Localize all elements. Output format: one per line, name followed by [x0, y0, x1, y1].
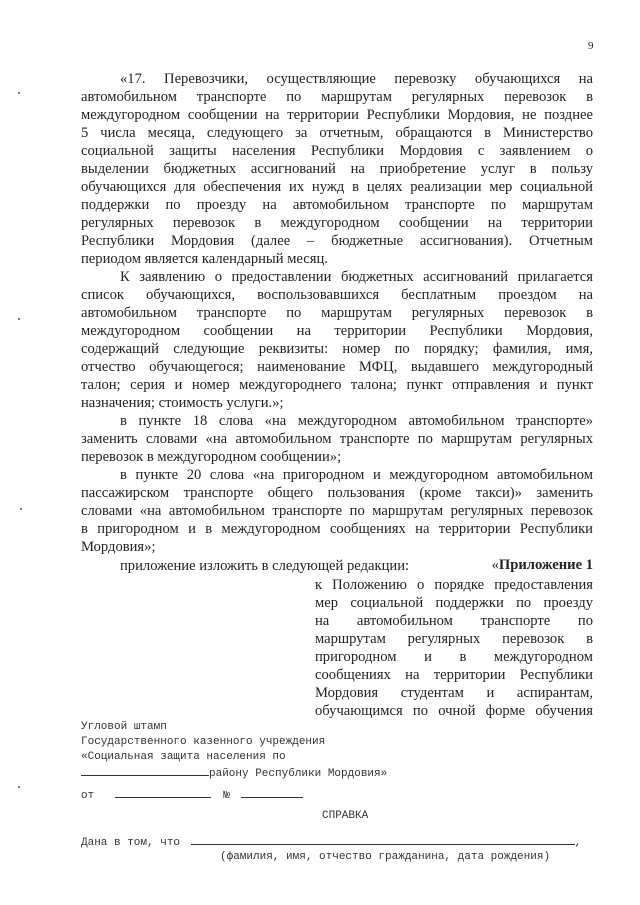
text-line: список обучающихся, воспользовавшихся бесплатным проездом на: [81, 287, 593, 303]
given-end: ,: [574, 837, 582, 849]
stamp-line: Государственного казенного учреждения: [81, 736, 326, 748]
text-line: перевозок в междугородном сообщении»;: [81, 449, 342, 465]
scan-speck: [18, 92, 20, 94]
text-line: междугородном сообщении на территории Республики Мордовия, не позднее: [81, 107, 593, 123]
text-line: поддержки по проезду на автомобильном транспорте по маршрутам: [81, 197, 593, 213]
stamp-line: Угловой штамп: [81, 721, 167, 733]
text-line: словами «на автомобильном транспорте по маршрутам регулярных перевозок: [81, 503, 593, 519]
appendix-line: к Положению о порядке предоставления: [315, 577, 593, 593]
certificate-heading: СПРАВКА: [322, 810, 369, 822]
text-line: «17. Перевозчики, осуществляющие перевозку обучающихся на: [120, 71, 593, 87]
text-line: автомобильном транспорте по маршрутам регулярных перевозок в: [81, 305, 593, 321]
scan-speck: [20, 508, 22, 510]
text-line: социальной защиты населения Республики Мордовия с заявлением о: [81, 143, 593, 159]
given-caption: (фамилия, имя, отчество гражданина, дата рождения): [220, 851, 551, 863]
appendix-title-text: Приложение 1: [498, 557, 593, 573]
text-line: пассажирском транспорте общего пользования (кроме такси)» заменить: [81, 485, 593, 501]
from-number-line: [81, 787, 303, 803]
text-line: выделении бюджетных ассигнований на приобретение услуг в пользу: [81, 161, 593, 177]
text-line: К заявлению о предоставлении бюджетных ассигнований прилагается: [120, 269, 593, 285]
text-line: в пункте 20 слова «на пригородном и междугородном автомобильном: [120, 467, 593, 483]
given-label: Дана в том, что: [81, 837, 181, 849]
text-line: содержащий следующие реквизиты: номер по порядку; фамилия, имя,: [81, 341, 593, 357]
appendix-title: [315, 556, 593, 574]
number-blank[interactable]: [241, 787, 303, 798]
text-line: заменить словами «на автомобильном транспорте по маршрутам регулярных: [81, 431, 593, 447]
appendix-line: сообщениях на территории Республики: [315, 667, 593, 683]
given-blank[interactable]: [191, 834, 575, 845]
text-line: междугородном сообщении на территории Республики Мордовия,: [81, 323, 593, 339]
appendix-title-quote: «: [491, 557, 499, 573]
district-line: [81, 765, 387, 781]
appendix-line: на автомобильном транспорте по: [315, 613, 593, 629]
text-line: отчество обучающегося; наименование МФЦ, выдавшего междугородный: [81, 359, 593, 375]
text-line: обучающихся для обеспечения их нужд в целях реализации мер социальной: [81, 179, 593, 195]
text-line: в пункте 18 слова «на междугородном автомобильном транспорте»: [120, 413, 593, 429]
text-line: в пригородном и в междугородном сообщениях на территории Республики: [81, 521, 593, 537]
number-label: №: [223, 790, 231, 802]
from-label: от: [81, 790, 95, 802]
scan-speck: [18, 318, 20, 320]
text-line: назначения; стоимость услуги.»;: [81, 395, 284, 411]
district-suffix: району Республики Мордовия»: [209, 768, 388, 780]
appendix-line: маршрутам регулярных перевозок в: [315, 631, 593, 647]
paragraph-annex: приложение изложить в следующей редакции:: [120, 558, 410, 574]
appendix-line: обучающимся по очной форме обучения: [315, 703, 593, 719]
district-blank[interactable]: [81, 765, 209, 776]
text-line: периодом является календарный месяц.: [81, 251, 328, 267]
text-line: Республики Мордовия (далее – бюджетные ассигнования). Отчетным: [81, 233, 593, 249]
given-line: [81, 834, 581, 850]
text-line: Мордовия»;: [81, 539, 156, 555]
appendix-line: пригородном и в междугородном: [315, 649, 593, 665]
scan-speck: [18, 786, 20, 788]
appendix-line: мер социальной поддержки по проезду: [315, 595, 593, 611]
text-line: 5 числа месяца, следующего за отчетным, обращаются в Министерство: [81, 125, 593, 141]
stamp-line: «Социальная защита населения по: [81, 751, 286, 763]
page-number: 9: [588, 40, 594, 52]
text-line: регулярных перевозок в междугородном сообщении на территории: [81, 215, 593, 231]
text-line: автомобильном транспорте по маршрутам регулярных перевозок в: [81, 89, 593, 105]
text-line: талон; серия и номер междугороднего талона; пункт отправления и пункт: [81, 377, 593, 393]
date-blank[interactable]: [115, 787, 211, 798]
appendix-line: Мордовия студентам и аспирантам,: [315, 685, 593, 701]
